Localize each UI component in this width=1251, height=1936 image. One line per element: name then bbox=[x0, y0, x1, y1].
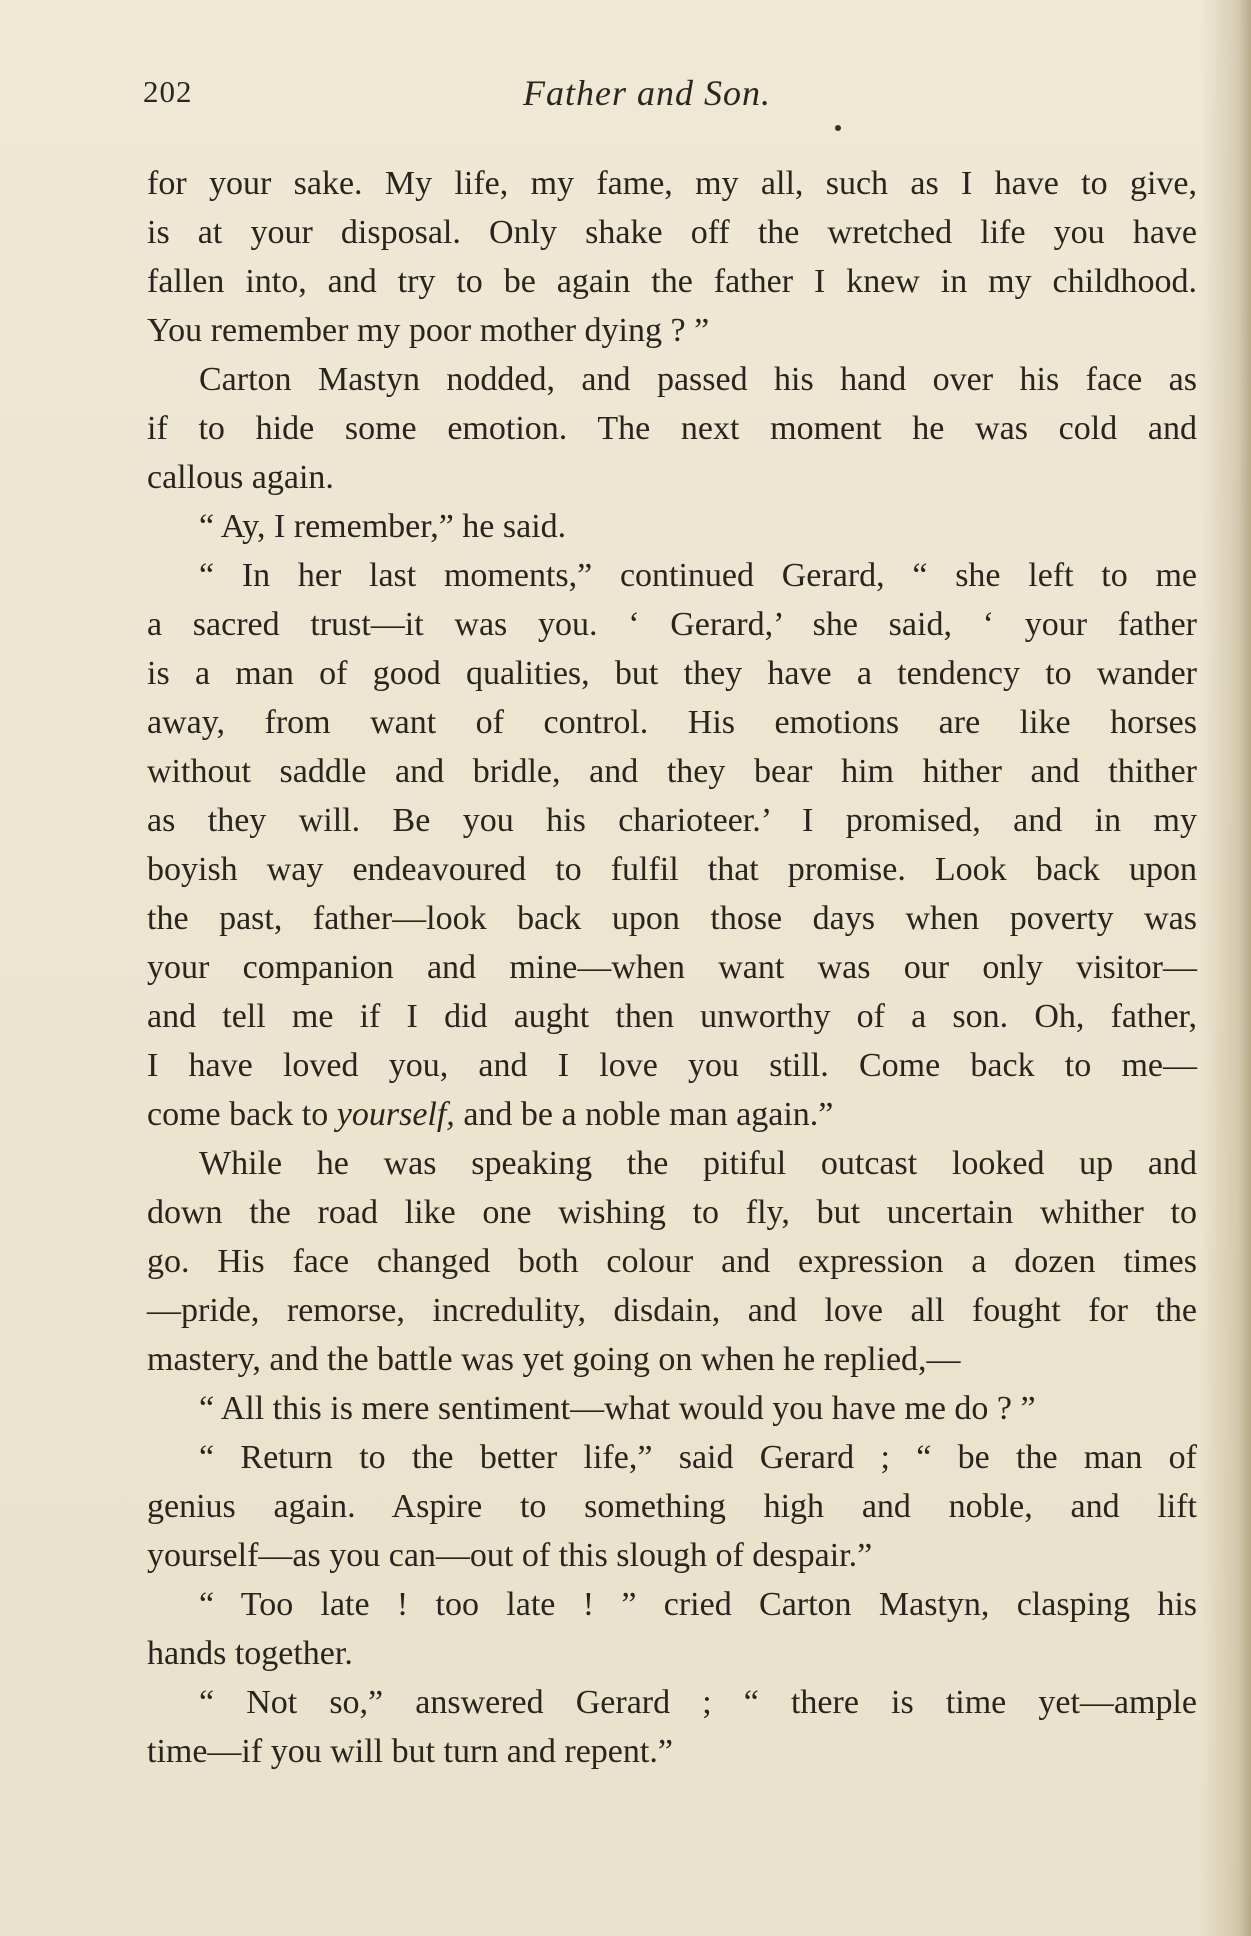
page-header bbox=[143, 74, 1133, 124]
text-line: without saddle and bridle, and they bear him hither and thither bbox=[147, 753, 1197, 790]
text-line: Carton Mastyn nodded, and passed his hand over his face as bbox=[199, 361, 1197, 398]
text-line: You remember my poor mother dying ? ” bbox=[147, 312, 710, 349]
text-line: your companion and mine—when want was our only visitor— bbox=[147, 949, 1197, 986]
text-line: “ Too late ! too late ! ” cried Carton Mastyn, clasping his bbox=[199, 1586, 1197, 1623]
text-line: and tell me if I did aught then unworthy of a son. Oh, father, bbox=[147, 998, 1197, 1035]
text-line: fallen into, and try to be again the father I knew in my childhood. bbox=[147, 263, 1197, 300]
text-line: callous again. bbox=[147, 459, 334, 496]
text-line: I have loved you, and I love you still. Come back to me— bbox=[147, 1047, 1197, 1084]
text-line: genius again. Aspire to something high and noble, and lift bbox=[147, 1488, 1197, 1525]
text-segment: come back to bbox=[147, 1096, 329, 1133]
body-text bbox=[147, 159, 1197, 1776]
text-line: away, from want of control. His emotions are like horses bbox=[147, 704, 1197, 741]
text-line: “ All this is mere sentiment—what would you have me do ? ” bbox=[199, 1390, 1036, 1427]
text-line: as they will. Be you his charioteer.’ I promised, and in my bbox=[147, 802, 1197, 839]
text-line: a sacred trust—it was you. ‘ Gerard,’ she said, ‘ your father bbox=[147, 606, 1197, 643]
text-line: hands together. bbox=[147, 1635, 353, 1672]
text-line: yourself—as you can—out of this slough of despair.” bbox=[147, 1537, 873, 1574]
text-line: if to hide some emotion. The next moment he was cold and bbox=[147, 410, 1197, 447]
ink-speck bbox=[835, 125, 841, 131]
text-line: boyish way endeavoured to fulfil that promise. Look back upon bbox=[147, 851, 1197, 888]
text-line: “ Not so,” answered Gerard ; “ there is time yet—ample bbox=[199, 1684, 1197, 1721]
text-line: down the road like one wishing to fly, but uncertain whither to bbox=[147, 1194, 1197, 1231]
text-line: time—if you will but turn and repent.” bbox=[147, 1733, 673, 1770]
text-line: While he was speaking the pitiful outcast looked up and bbox=[199, 1145, 1197, 1182]
text-line: “ Return to the better life,” said Gerard ; “ be the man of bbox=[199, 1439, 1197, 1476]
text-line: is at your disposal. Only shake off the wretched life you have bbox=[147, 214, 1197, 251]
text-segment: and be a noble man again.” bbox=[463, 1096, 834, 1133]
text-line: mastery, and the battle was yet going on when he replied,— bbox=[147, 1341, 961, 1378]
text-line: the past, father—look back upon those days when poverty was bbox=[147, 900, 1197, 937]
text-line: “ Ay, I remember,” he said. bbox=[199, 508, 567, 545]
text-line: “ In her last moments,” continued Gerard, “ she left to me bbox=[199, 557, 1197, 594]
text-line: go. His face changed both colour and expression a dozen times bbox=[147, 1243, 1197, 1280]
text-line: for your sake. My life, my fame, my all, such as I have to give, bbox=[147, 165, 1197, 202]
running-title: Father and Son. bbox=[523, 73, 771, 113]
text-line: is a man of good qualities, but they have a tendency to wander bbox=[147, 655, 1197, 692]
italic-word: yourself, bbox=[336, 1096, 455, 1133]
text-line-with-italic bbox=[147, 1090, 1197, 1139]
page-number: 202 bbox=[143, 74, 193, 109]
text-line: —pride, remorse, incredulity, disdain, and love all fought for the bbox=[147, 1292, 1197, 1329]
